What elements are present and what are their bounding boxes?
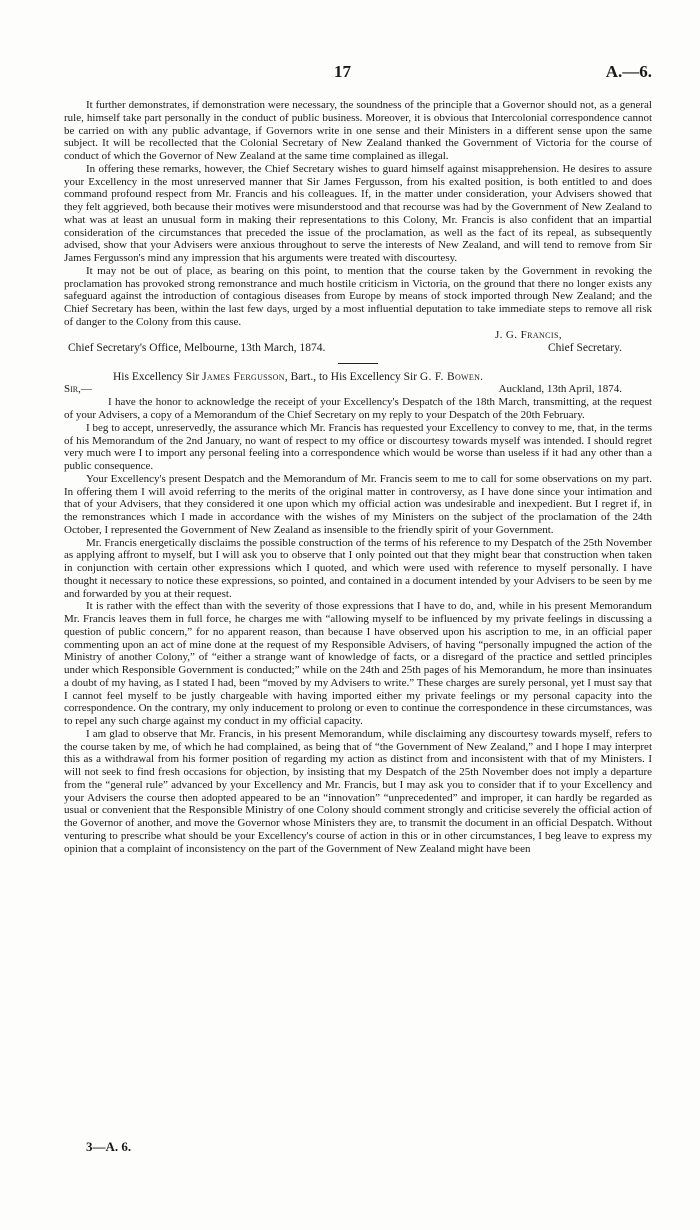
signature-name: J. G. Francis, <box>494 328 562 341</box>
signoff-line <box>64 342 652 355</box>
paragraph: I am glad to observe that Mr. Francis, in his present Memorandum, while disclaiming any discourtesy towards myself, refers to the course taken by me, of which he had complained, as being that of “the Government of New Zealand,” and I hope I may interpret this as a withdrawal from his former position of regarding my action as distinct from and inconsistent with that of my Ministers. I will not seek to find fresh occasions for objection, by insisting that my Despatch of the 25th November does not imply a departure from the “general rule” advanced by your Excellency and Mr. Francis, but I may ask you to consider that if to your Excellency and your Advisers the course then adopted appeared to be an “innovation” “unprecedented” and improper, it can hardly be regarded as usual or convenient that the Responsible Ministry of one Colony should comment strongly and criticise severely the official action of the Governor of another, and move the Governor whose Ministers they are, to transmit the document in an official Despatch. Without venturing to prescribe what should be your Excellency's course of action in this or in other circumstances, I beg leave to express my opinion that a complaint of inconsistency on the part of the Government of New Zealand might have been <box>64 727 652 855</box>
office-date: Chief Secretary's Office, Melbourne, 13th March, 1874. <box>68 341 326 354</box>
document-reference: A.—6. <box>605 62 652 81</box>
heading-text: His Excellency Sir <box>113 370 203 383</box>
place-date: Auckland, 13th April, 1874. <box>498 383 622 396</box>
heading-text: . <box>480 370 484 383</box>
paragraph: I have the honor to acknowledge the receipt of your Excellency's Despatch of the 18th March, transmitting, at the request of your Advisers, a copy of a Memorandum of the Chief Secretary on my reply to your Despatch of the 20th February. <box>64 396 652 421</box>
paragraph: It is rather with the effect than with the severity of those expressions that I have to do, and, while in his present Memorandum Mr. Francis leaves them in full force, he charges me with “allowing myself to be influenced by my private feelings in discussing a question of public concern,” for no apparent reason, than because I have observed upon his ascription to me, in an official paper commenting upon an act of mine done at the request of my Responsible Advisers, of having “personally impugned the action of the Ministry of another Colony,” of “either a strange want of knowledge of facts, or a disregard of the practice and settled principles under which Responsible Government is conducted;” while on the 24th and 25th pages of his Memorandum, he more than insinuates a doubt of my having, as I stated I had, been “moved by my Advisers to write.” These charges are surely personal, yet I must say that I cannot feel myself to be justly chargeable with having imported either my private feelings or my personal capacity into the correspondence. On the contrary, my only inducement to prolong or even to continue the correspondence in these circumstances, was to repel any such charge against my conduct in my official capacity. <box>64 600 652 727</box>
signature-line <box>64 329 652 342</box>
signature-mark: 3—A. 6. <box>86 1139 132 1154</box>
heading-sender: James Fergusson <box>202 370 285 383</box>
heading-text: , Bart., to His Excellency Sir <box>284 370 420 383</box>
heading-recipient: G. F. Bowen <box>419 370 481 383</box>
despatch-heading <box>64 371 652 384</box>
salutation-line <box>64 383 652 396</box>
page-body <box>64 99 652 855</box>
paragraph: It may not be out of place, as bearing on this point, to mention that the course taken by the Government in revoking the proclamation has provoked strong remonstrance and much hostile criticism in Victoria, on the ground that there no longer exists any safeguard against the introduction of contagious diseases from Europe by means of stock imported through New Zealand; and the Chief Secretary has been, within the last few days, urged by a most influential deputation to take immediate steps to remove all risk of danger to the Colony from this cause. <box>64 264 652 328</box>
paragraph: I beg to accept, unreservedly, the assurance which Mr. Francis has requested your Excellency to convey to me, that, in the terms of his Memorandum of the 2nd January, no want of respect to my office or discourtesy towards myself was intended. I should regret very much were I to import any personal feeling into a correspondence which would be worse than useless if it had any other than a public consequence. <box>64 421 652 472</box>
paragraph: Mr. Francis energetically disclaims the possible construction of the terms of his reference to my Despatch of the 25th November as applying affront to myself, but I will ask you to observe that I only pointed out that they might bear that construction when taken in conjunction with certain other expressions which I quoted, and which were used with reference to myself personally. I have thought it necessary to notice these expressions, so pointed, and contained in a document intended by your Advisers to be seen by me and forwarded by you at their request. <box>64 536 652 600</box>
paragraph: Your Excellency's present Despatch and the Memorandum of Mr. Francis seem to me to call for some observations on my part. In offering them I will avoid referring to the merits of the original matter in controversy, as I have done since your intimation and that of your Advisers, that they considered it one upon which my official action was undesirable and inexpedient. But I regret if, in the remonstrances which I made in accordance with the wishes of my Ministers on the subject of the proclamation of the 24th October, I represented the Government of New Zealand as insensible to the friendly spirit of your Government. <box>64 472 652 536</box>
paragraph: In offering these remarks, however, the Chief Secretary wishes to guard himself against misapprehension. He desires to assure your Excellency in the most unreserved manner that Sir James Fergusson, from his exalted position, is both entitled to and does command profound respect from Mr. Francis and his colleagues. If, in the matter under consideration, your Advisers showed that they felt aggrieved, both because their motives were misunderstood and that recourse was had by the Government of New Zealand to what was at least an unusual form in making their representations to this Colony, Mr. Francis is also confident that an impartial consideration of the circumstances that preceded the issue of the proclamation, as well as the fact of its repeal, as subsequently advised, show that your Advisers were anxious throughout to serve the interests of New Zealand, and will tend to remove from Sir James Fergusson's mind any impression that his arguments were treated with discourtesy. <box>64 162 652 264</box>
page-header <box>0 62 700 84</box>
section-divider <box>338 363 378 364</box>
page-number: 17 <box>334 62 351 81</box>
paragraph: It further demonstrates, if demonstration were necessary, the soundness of the principle that a Governor should not, as a general rule, himself take part personally in the conduct of public business. Moreover, it is obvious that Intercolonial correspondence cannot be carried on with any public advantage, if Governors write in one sense and their Ministers in a different sense upon the same subject. It will be recollected that the Colonial Secretary of New Zealand thanked the Government of Victoria for the course of conduct of which the Governor of New Zealand at the same time complained as illegal. <box>64 99 652 162</box>
salutation: Sir,— <box>64 383 92 396</box>
signer-title: Chief Secretary. <box>548 341 622 354</box>
